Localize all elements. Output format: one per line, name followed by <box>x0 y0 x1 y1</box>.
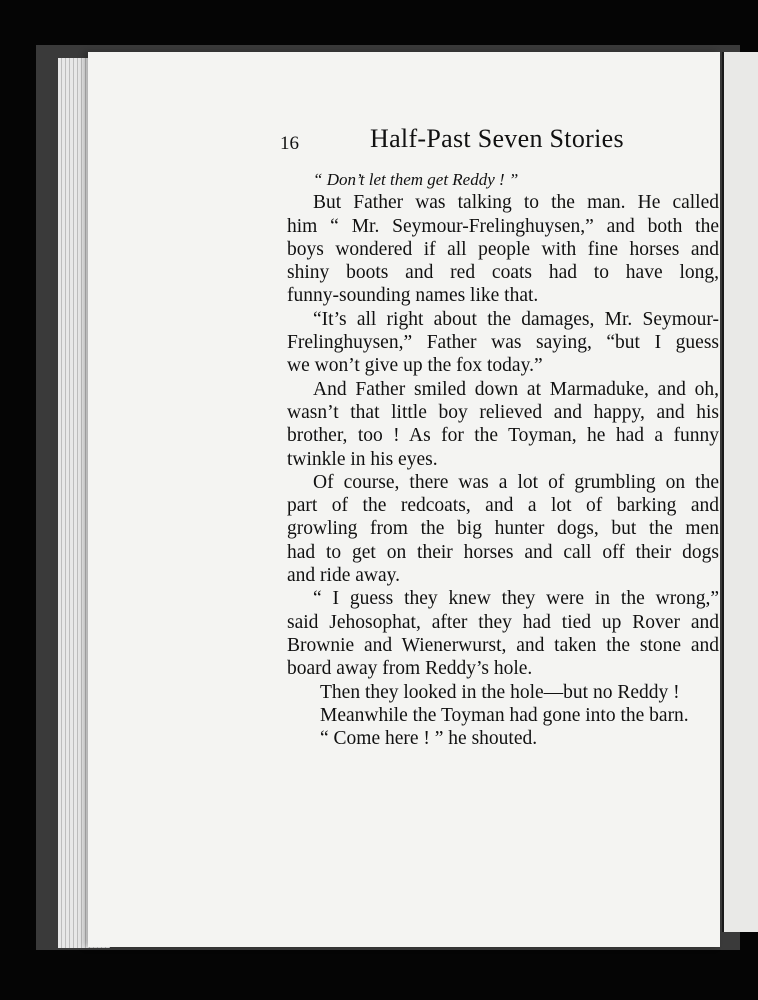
body-text <box>287 168 719 750</box>
text-line: Meanwhile the Toyman had gone into the barn. <box>320 704 689 726</box>
page-number: 16 <box>280 133 299 154</box>
text-line: Frelinghuysen,” Father was saying, “but I guess <box>287 332 719 354</box>
text-line: Then they looked in the hole—but no Reddy ! <box>320 681 680 703</box>
text-line: funny-sounding names like that. <box>287 285 539 307</box>
text-line: “ Come here ! ” he shouted. <box>320 728 538 750</box>
text-line: him “ Mr. Seymour-Frelinghuysen,” and both the <box>287 215 719 237</box>
text-line: “ I guess they knew they were in the wrong,” <box>313 588 719 610</box>
text-line: and ride away. <box>287 565 400 587</box>
running-head: Half-Past Seven Stories <box>370 124 624 153</box>
text-line: And Father smiled down at Marmaduke, and oh, <box>313 378 719 400</box>
text-line: twinkle in his eyes. <box>287 448 438 470</box>
facing-page-edge <box>722 52 758 932</box>
text-line: we won’t give up the fox today.” <box>287 355 543 377</box>
text-line: had to get on their horses and call off their dogs <box>287 541 719 563</box>
text-line: said Jehosophat, after they had tied up Rover and <box>287 611 719 633</box>
text-line: “ Don’t let them get Reddy ! ” <box>313 170 519 189</box>
text-line: brother, too ! As for the Toyman, he had a funny <box>287 425 719 447</box>
text-line: shiny boots and red coats had to have long, <box>287 262 719 284</box>
text-line: wasn’t that little boy relieved and happy, and his <box>287 401 719 423</box>
text-line: Brownie and Wienerwurst, and taken the stone and <box>287 634 719 656</box>
text-line: “It’s all right about the damages, Mr. Seymour- <box>313 308 719 330</box>
text-line: But Father was talking to the man. He called <box>313 192 719 214</box>
text-line: board away from Reddy’s hole. <box>287 658 533 680</box>
text-line: Of course, there was a lot of grumbling on the <box>313 471 719 493</box>
text-line: growling from the big hunter dogs, but the men <box>287 518 719 540</box>
text-line: boys wondered if all people with fine horses and <box>287 238 719 260</box>
text-line: part of the redcoats, and a lot of barking and <box>287 495 719 517</box>
